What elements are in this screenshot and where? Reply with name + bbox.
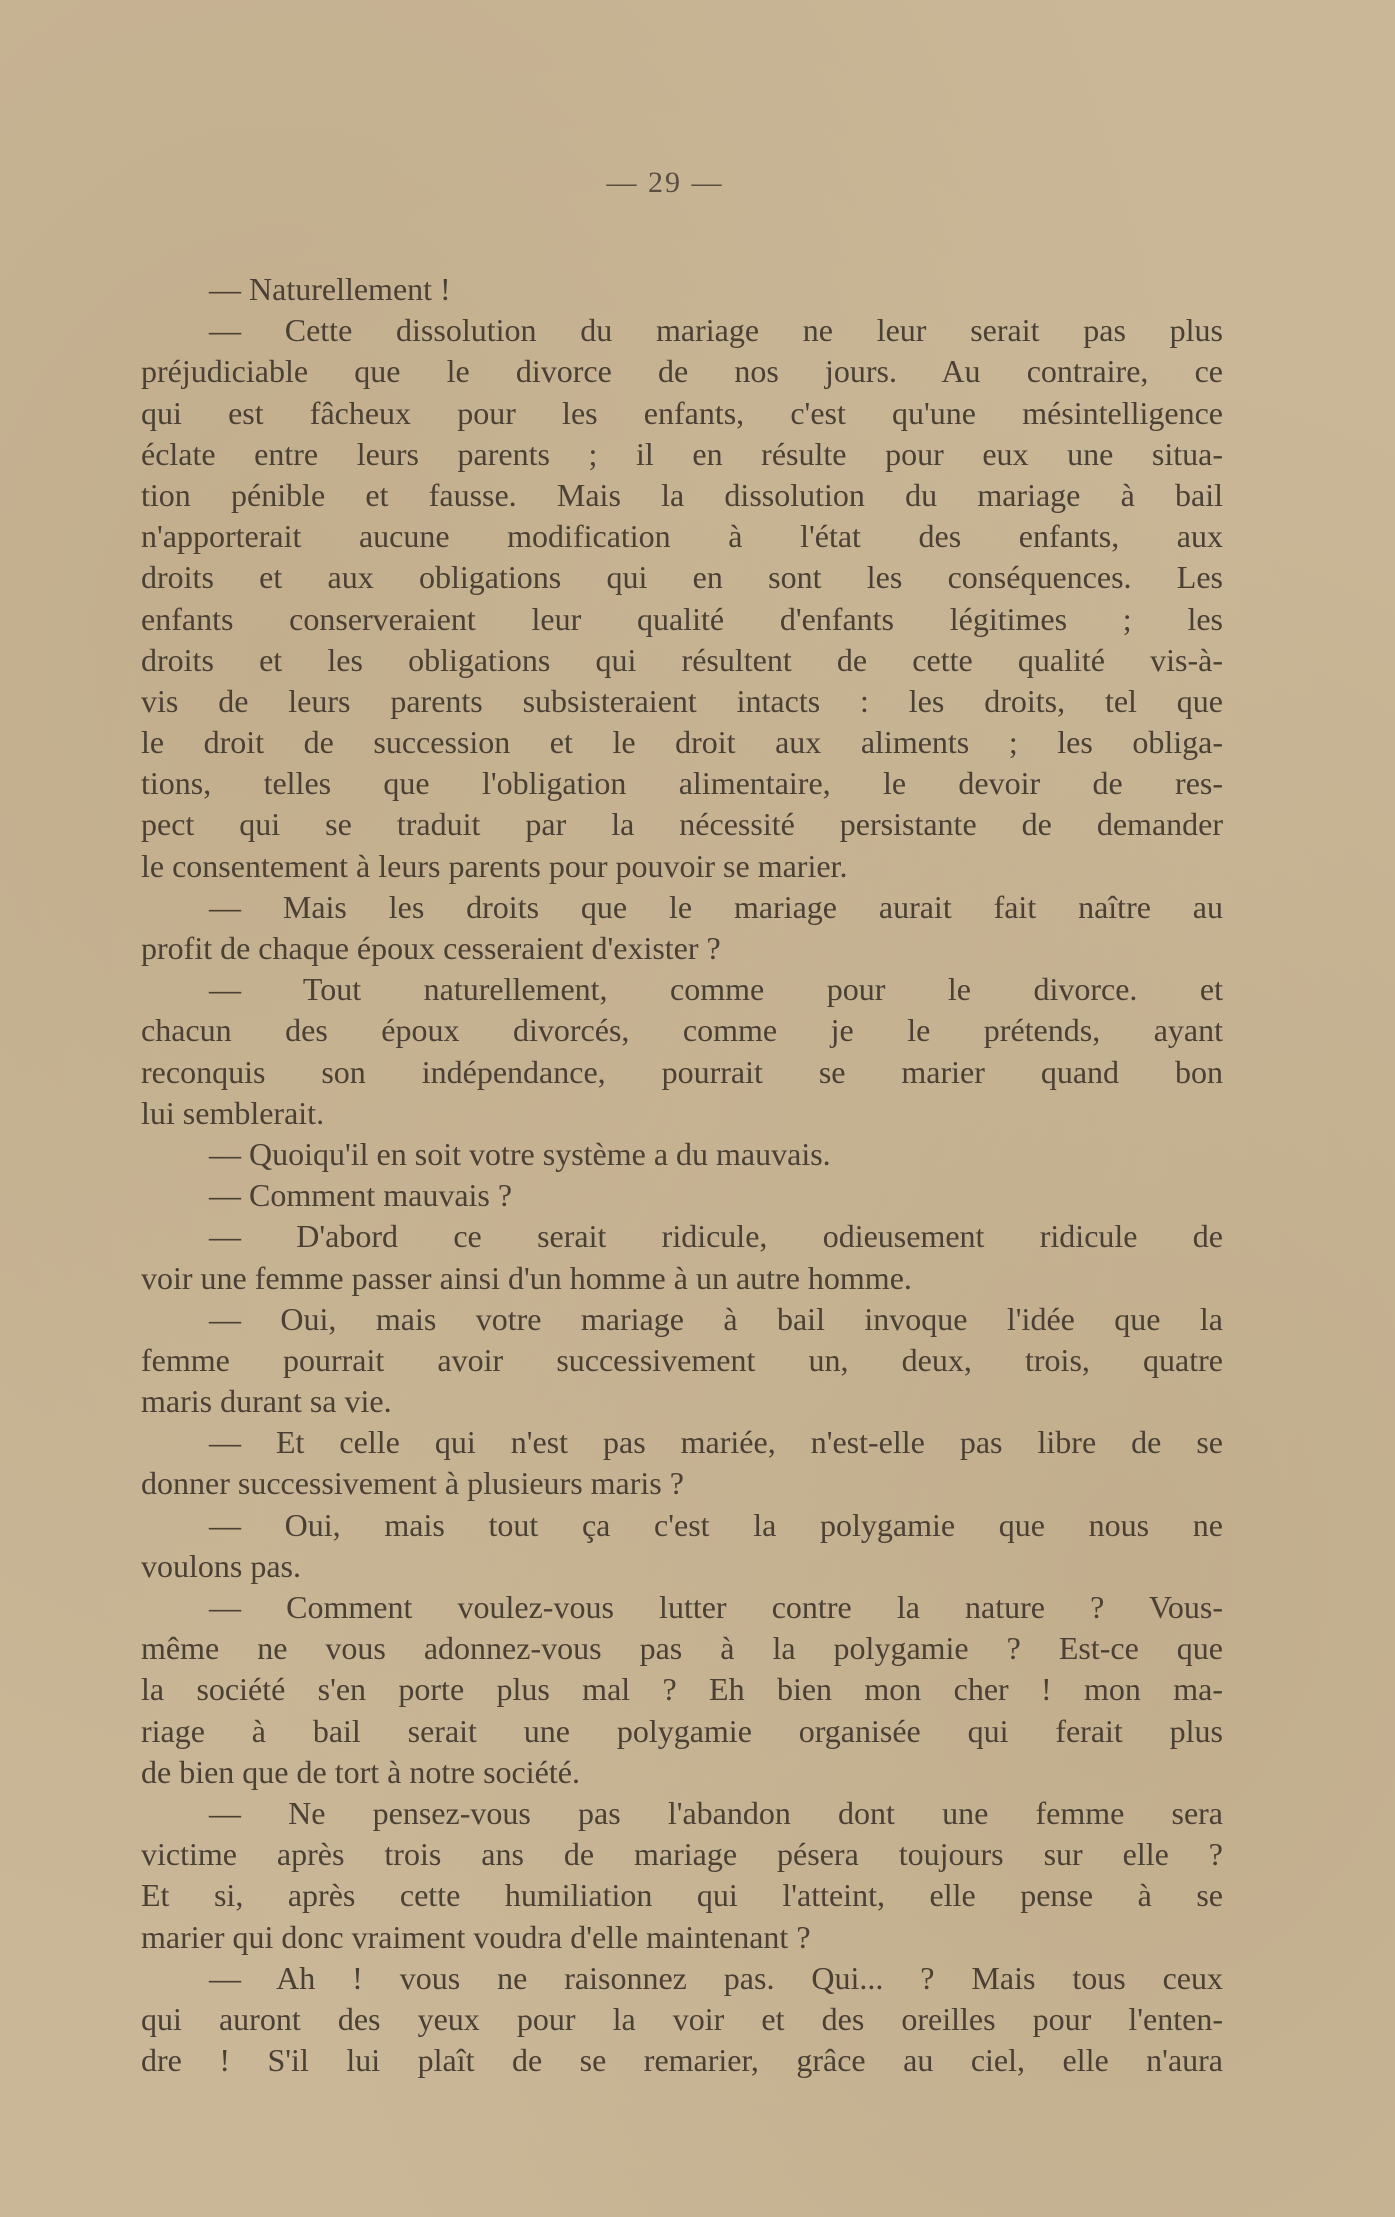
text-line: — Comment voulez-vous lutter contre la nature ? Vous-: [209, 1589, 1223, 1625]
text-line: maris durant sa vie.: [141, 1383, 392, 1420]
text-line: — Naturellement !: [209, 271, 451, 307]
text-line: — Oui, mais tout ça c'est la polygamie que nous ne: [209, 1506, 1223, 1543]
body-text: [141, 269, 1223, 2081]
text-line: dre ! S'il lui plaît de se remarier, grâce au ciel, elle n'aura: [141, 2042, 1223, 2079]
text-line: femme pourrait avoir successivement un, deux, trois, quatre: [141, 1341, 1223, 1378]
text-line: — Et celle qui n'est pas mariée, n'est-elle pas libre de se: [209, 1424, 1223, 1461]
text-line: profit de chaque époux cesseraient d'exister ?: [141, 930, 721, 966]
text-line: — D'abord ce serait ridicule, odieusement ridicule de: [209, 1218, 1223, 1255]
text-line: lui semblerait.: [141, 1094, 325, 1131]
text-line: tion pénible et fausse. Mais la dissolution du mariage à bail: [141, 476, 1223, 513]
text-line: — Oui, mais votre mariage à bail invoque l'idée que la: [209, 1300, 1223, 1337]
text-line: — Quoiqu'il en soit votre système a du mauvais.: [209, 1135, 831, 1172]
text-line: marier qui donc vraiment voudra d'elle maintenant ?: [141, 1918, 811, 1955]
page-number: — 29 —: [606, 166, 724, 199]
text-line: le droit de succession et le droit aux aliments ; les obliga-: [141, 724, 1223, 761]
text-line: droits et aux obligations qui en sont les conséquences. Les: [141, 559, 1223, 596]
text-line: le consentement à leurs parents pour pouvoir se marier.: [141, 847, 848, 884]
text-line: riage à bail serait une polygamie organisée qui ferait plus: [141, 1712, 1223, 1749]
text-line: — Tout naturellement, comme pour le divorce. et: [209, 971, 1223, 1008]
text-line: enfants conserveraient leur qualité d'enfants légitimes ; les: [141, 600, 1223, 637]
text-line: — Comment mauvais ?: [209, 1177, 513, 1214]
text-line: droits et les obligations qui résultent de cette qualité vis-à-: [141, 641, 1223, 678]
text-line: donner successivement à plusieurs maris ?: [141, 1465, 684, 1502]
text-line: de bien que de tort à notre société.: [141, 1753, 580, 1790]
text-line: — Ah ! vous ne raisonnez pas. Qui... ? Mais tous ceux: [209, 1959, 1223, 1996]
text-line: reconquis son indépendance, pourrait se marier quand bon: [141, 1053, 1223, 1090]
text-line: — Cette dissolution du mariage ne leur serait pas plus: [209, 312, 1223, 349]
text-line: — Mais les droits que le mariage aurait fait naître au: [209, 888, 1223, 925]
text-line: qui est fâcheux pour les enfants, c'est qu'une mésintelligence: [141, 394, 1223, 431]
text-line: qui auront des yeux pour la voir et des oreilles pour l'enten-: [141, 2000, 1223, 2037]
text-line: même ne vous adonnez-vous pas à la polygamie ? Est-ce que: [141, 1630, 1223, 1667]
text-line: Et si, après cette humiliation qui l'atteint, elle pense à se: [141, 1877, 1223, 1914]
text-line: chacun des époux divorcés, comme je le prétends, ayant: [141, 1012, 1223, 1049]
text-line: éclate entre leurs parents ; il en résulte pour eux une situa-: [141, 435, 1223, 472]
text-line: préjudiciable que le divorce de nos jours. Au contraire, ce: [141, 353, 1223, 390]
text-line: voulons pas.: [141, 1547, 301, 1584]
text-line: tions, telles que l'obligation alimentaire, le devoir de res-: [141, 765, 1223, 802]
text-line: victime après trois ans de mariage pésera toujours sur elle ?: [141, 1836, 1223, 1873]
text-line: voir une femme passer ainsi d'un homme à un autre homme.: [141, 1259, 912, 1296]
text-line: n'apporterait aucune modification à l'état des enfants, aux: [141, 518, 1223, 555]
text-line: — Ne pensez-vous pas l'abandon dont une femme sera: [209, 1794, 1223, 1831]
text-line: pect qui se traduit par la nécessité persistante de demander: [141, 806, 1223, 843]
text-line: vis de leurs parents subsisteraient intacts : les droits, tel que: [141, 682, 1223, 719]
text-line: la société s'en porte plus mal ? Eh bien mon cher ! mon ma-: [141, 1671, 1223, 1708]
